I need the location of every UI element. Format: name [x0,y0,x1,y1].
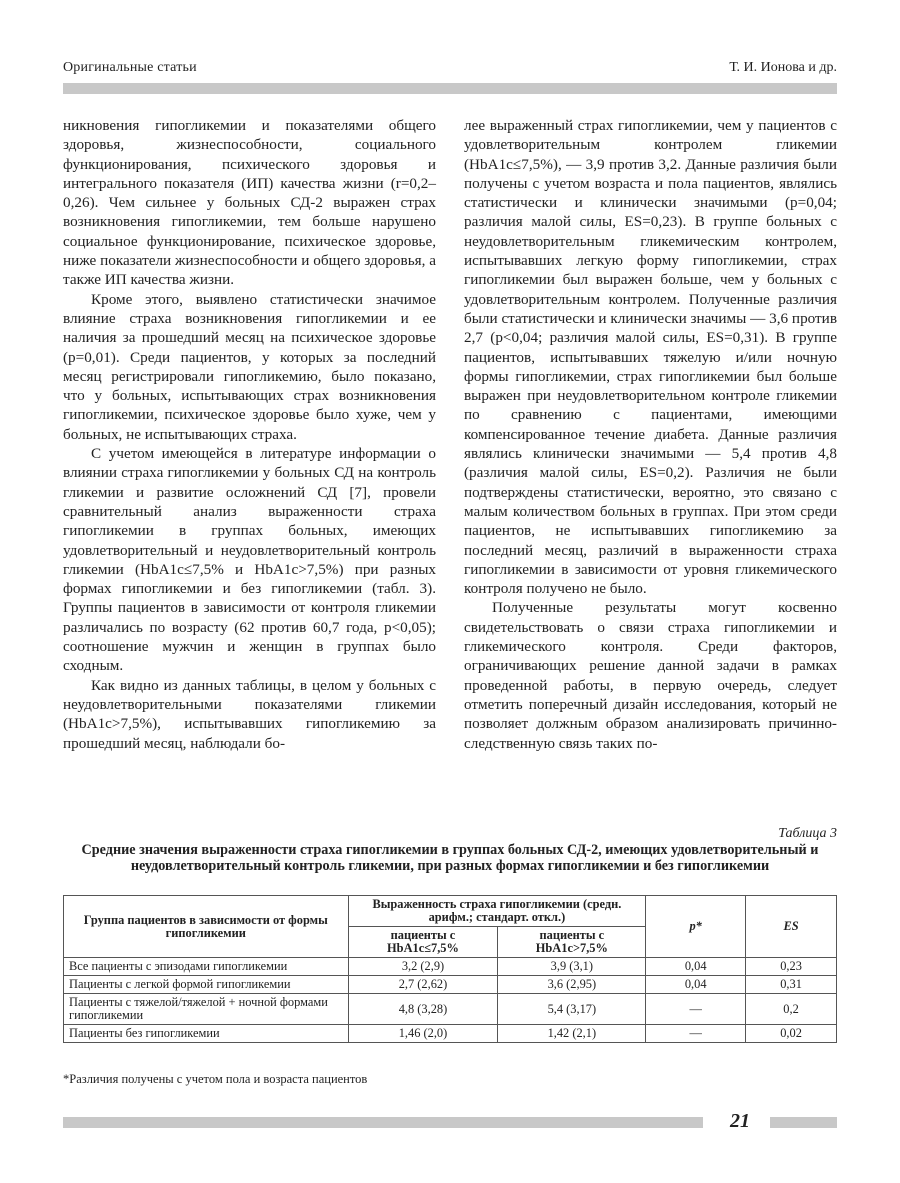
header-rule [63,83,837,94]
header-p: p* [646,896,746,958]
running-header [63,60,837,80]
table-row [64,958,837,976]
results-table [63,895,837,1043]
cell-es: 0,02 [746,1025,837,1043]
paragraph: Как видно из данных таблицы, в целом у больных с неудовлетворительными показателями гликемии (HbA1c>7,5%), испытывавших гипогликемию за прошедший месяц, наблюдали бо- [63,676,436,752]
row-group: Все пациенты с эпизодами гипогликемии [64,958,349,976]
paragraph: Полученные результаты могут косвенно свидетельствовать о связи страха гипогликемии и гликемического контроля. Среди факторов, ограничивающих решение данной задачи в рамках проведенной работы, в первую очередь, следует отметить поперечный дизайн исследования, который не позволяет должным образом анализировать причинно-следственную связь таких по- [464,599,837,752]
cell-es: 0,2 [746,994,837,1025]
cell-p: — [646,994,746,1025]
authors: Т. И. Ионова и др. [729,60,837,75]
footer-rule-left [63,1117,703,1128]
cell-es: 0,31 [746,976,837,994]
table-title: Средние значения выраженности страха гипогликемии в группах больных СД-2, имеющих удовлетворительный и неудовлетворительный контроль гликемии, при разных формах гипогликемии и без гипогликемии [81,842,819,874]
paragraph: лее выраженный страх гипогликемии, чем у пациентов с удовлетворительным контролем гликемии (HbA1c≤7,5%), — 3,9 против 3,2. Данные различия были получены с учетом возраста и пола пациентов, являлись статистически и клинически значимыми (p=0,04; различия малой силы, ES=0,23). В группе больных с неудовлетворительным гликемическим контролем, испытывавших легкую форму гипогликемии, страх гипогликемии был выражен больше, чем у больных с удовлетворительным контролем. Полученные различия были статистически и клинически значимы — 3,6 против 2,7 (p<0,04; различия малой силы, ES=0,31). В группе пациентов, испытывавших тяжелую и/или ночную формы гипогликемии, страх гипогликемии был больше выражен при неудовлетворительном контроле гликемии по сравнению с пациентами, имеющими компенсированное течение диабета. Данные различия являлись клинически значимыми — 5,4 против 4,8 (различия малой силы, ES=0,2). Различия не были подтверждены статистически, вероятно, это связано с малым количеством больных в группах. При этом среди пациентов, не испытывавших гипогликемию за последний месяц, различий в выраженности страха гипогликемии в зависимости от уровня гликемического контроля получено не было. [464,117,837,598]
table-footnote: *Различия получены с учетом пола и возраста пациентов [63,1072,368,1086]
row-group: Пациенты с тяжелой/тяжелой + ночной формами гипогликемии [64,994,349,1025]
right-column [464,116,837,753]
header-severity: Выраженность страха гипогликемии (средн. арифм.; стандарт. откл.) [348,896,646,927]
cell-es: 0,23 [746,958,837,976]
cell-hba1c-low: 3,2 (2,9) [348,958,498,976]
cell-hba1c-low: 2,7 (2,62) [348,976,498,994]
page-number: 21 [730,1110,750,1132]
paragraph: С учетом имеющейся в литературе информации о влиянии страха гипогликемии у больных СД на контроль гликемии и развитие осложнений СД [7], провели сравнительный анализ выраженности страха гипогликемии в группах больных, имеющих удовлетворительный и неудовлетворительный контроль гликемии (HbA1c≤7,5% и HbA1c>7,5%) при разных формах гипогликемии и без гипогликемии (табл. 3). Группы пациентов в зависимости от контроля гликемии различались по возрасту (62 против 60,7 года, p<0,05); соотношение мужчин и женщин в группах было сходным. [63,445,436,675]
section-title: Оригинальные статьи [63,60,197,75]
cell-hba1c-high: 3,6 (2,95) [498,976,646,994]
row-group: Пациенты с легкой формой гипогликемии [64,976,349,994]
left-column [63,116,436,753]
cell-hba1c-high: 3,9 (3,1) [498,958,646,976]
row-group: Пациенты без гипогликемии [64,1025,349,1043]
table-row [64,994,837,1025]
cell-hba1c-low: 1,46 (2,0) [348,1025,498,1043]
header-es: ES [746,896,837,958]
paragraph: никновения гипогликемии и показателями общего здоровья, жизнеспособности, социального функционирования, психического здоровья и интегрального показателя (ИП) качества жизни (r=0,2–0,26). Чем сильнее у больных СД-2 выражен страх возникновения гипогликемии, тем больше нарушено социальное функционирование, психическое здоровье, ниже показатели жизнеспособности и общего здоровья, а также ИП качества жизни. [63,117,436,289]
cell-p: 0,04 [646,958,746,976]
paragraph: Кроме этого, выявлено статистически значимое влияние страха возникновения гипогликемии и ее наличия за прошедший месяц на психическое здоровье (p=0,01). Среди пациентов, у которых за последний месяц регистрировали гипогликемию, было показано, что у больных, испытывающих страх возникновения гипогликемии, психическое здоровье было хуже, чем у больных, не испытывающих страха. [63,290,436,443]
header-hba1c-low: пациенты с HbA1c≤7,5% [348,927,498,958]
header-hba1c-high: пациенты с HbA1c>7,5% [498,927,646,958]
cell-hba1c-low: 4,8 (3,28) [348,994,498,1025]
table-row [64,976,837,994]
table-caption: Таблица 3 [778,826,837,841]
cell-p: 0,04 [646,976,746,994]
cell-hba1c-high: 1,42 (2,1) [498,1025,646,1043]
header-group: Группа пациентов в зависимости от формы гипогликемии [64,896,349,958]
cell-hba1c-high: 5,4 (3,17) [498,994,646,1025]
table-row [64,1025,837,1043]
cell-p: — [646,1025,746,1043]
footer-rule-right [770,1117,837,1128]
